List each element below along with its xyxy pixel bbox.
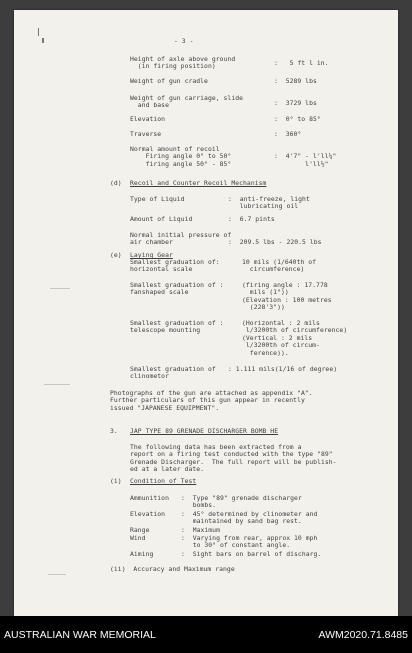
section-e-prefix: (e): [110, 251, 122, 259]
margin-mark: [50, 288, 70, 289]
spec-value: : 4'7" - l'll¼" l'll½": [274, 152, 337, 168]
section-e-heading: Laying Gear: [130, 251, 173, 259]
margin-mark: [38, 28, 39, 36]
spec-label: Traverse: [130, 130, 162, 138]
condition-label: Aiming: [130, 550, 154, 558]
margin-mark: [42, 38, 44, 43]
section-d-prefix: (d): [110, 179, 122, 187]
section-e-value: 10 mils (1/640th of circumference): [242, 258, 317, 274]
section-e-value: : 1.111 mils(1/16 of degree): [228, 365, 338, 373]
condition-value: : 45° determined by clinometer and maintained by sand bag rest.: [181, 510, 318, 526]
section-d-value: : anti-freeze, light lubricating oil: [228, 195, 310, 211]
section-e-label: Smallest graduation of clinometor: [130, 365, 216, 381]
section-e-label: Smallest graduation of : telescope mounting: [130, 319, 224, 335]
spec-value: : 0° to 85°: [274, 115, 321, 123]
condition-value: : Type "89" grenade discharger bombs.: [181, 494, 302, 510]
condition-value: : Maximum: [181, 526, 220, 534]
condition-value: : Sight bars on barrel of discharg.: [181, 550, 322, 558]
section-d-value: : 6.7 pints: [228, 215, 275, 223]
margin-mark: [48, 574, 66, 575]
spec-value: : 3729 lbs: [274, 99, 317, 107]
condition-label: Wind: [130, 534, 146, 542]
section-d-label: Amount of Liquid: [130, 215, 193, 223]
section-e-label: Smallest graduation of: horizontal scale: [130, 258, 220, 274]
section-3-intro: The following data has been extracted from a report on a firing test conducted with the type "89" Grenade Discharger. The full report will be publish- ed at a later date.: [130, 443, 337, 474]
sub-ii-heading: (ii) Accuracy and Maximum range: [110, 565, 235, 573]
condition-label: Elevation: [130, 510, 166, 518]
document-page: [14, 10, 398, 616]
spec-value: : 5289 lbs: [274, 77, 317, 85]
spec-label: Height of axle above ground (in firing position): [130, 55, 236, 71]
spec-value: : 5 ft l in.: [274, 59, 329, 67]
page-number: - 3 -: [174, 37, 194, 45]
section-3-number: 3.: [110, 427, 118, 435]
spec-value: : 360°: [274, 130, 302, 138]
section-d-label: Normal initial pressure of air chamber: [130, 231, 232, 247]
section-e-value: (Horizontal : 2 mils l/3200th of circumference) (Vertical : 2 mils l/3200th of circum- ference)).: [242, 319, 348, 357]
condition-label: Range: [130, 526, 150, 534]
sub-i-label: (i): [110, 477, 122, 485]
section-3-title: JAP TYPE 89 GRENADE DISCHARGER BOMB HE: [130, 427, 279, 435]
section-e-value: (firing angle : 17.778 mils (1°)) (Elevation : 100 metres (228'3")): [242, 281, 332, 312]
spec-label: Weight of gun cradle: [130, 77, 208, 85]
section-e-label: Smallest graduation of : fanshaped scale: [130, 281, 224, 297]
photo-note: Photographs of the gun are attached as appendix "A". Further particulars of this gun appear in recently issued "JAPANESE EQUIPMENT".: [110, 389, 313, 412]
section-d-value: : 209.5 lbs - 220.5 lbs: [228, 238, 322, 247]
footer-reference: AWM2020.71.8485: [318, 629, 408, 641]
footer-bar: [0, 616, 412, 653]
condition-label: Ammunition: [130, 494, 169, 502]
margin-mark: [44, 384, 70, 385]
sub-i-heading: Condition of Test: [130, 477, 197, 485]
spec-label: Weight of gun carriage, slide and base: [130, 94, 244, 110]
footer-institution: AUSTRALIAN WAR MEMORIAL: [4, 629, 156, 641]
section-d-label: Type of Liquid: [130, 195, 185, 203]
section-d-heading: Recoil and Counter Recoil Mechanism: [130, 179, 267, 187]
spec-label: Elevation: [130, 115, 166, 123]
spec-label: Normal amount of recoil Firing angle 0° to 50° firing angle 50° - 85°: [130, 145, 232, 168]
condition-value: : Varying from rear, approx 10 mph to 30° of constant angle.: [181, 534, 318, 550]
